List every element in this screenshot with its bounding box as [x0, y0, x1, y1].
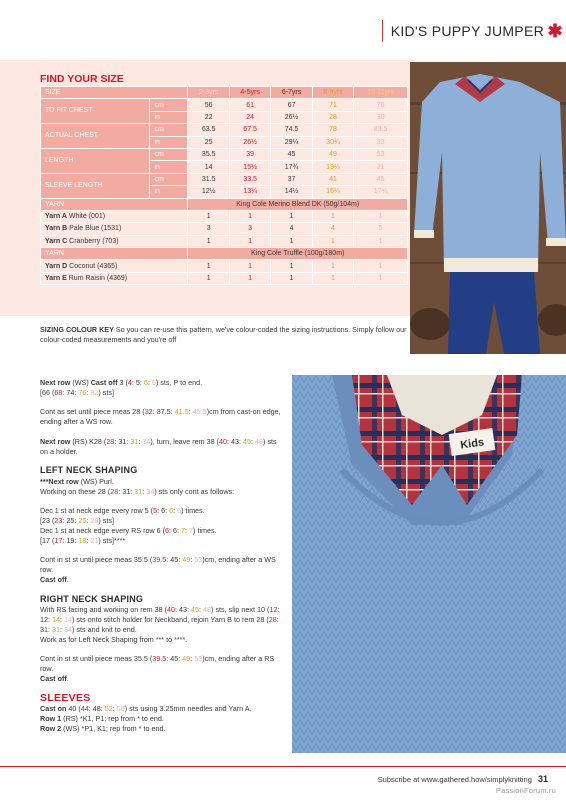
yarn-label: YARN: [41, 248, 188, 260]
pattern-line: [40, 378, 285, 388]
measure-row: [41, 99, 408, 111]
yarn-colour: White (001): [68, 213, 106, 221]
row-label: Next row: [40, 436, 71, 446]
measure-cell: 67: [271, 99, 312, 111]
size-values: [17 (17: 19: 18: 21) sts]: [40, 535, 114, 545]
row-label: Next row: [40, 378, 71, 387]
text-fragment: sts using 3.25mm needles and Yarn A.: [129, 704, 252, 714]
yarn-name: [41, 272, 188, 284]
measure-label: SLEEVE LENGTH: [41, 173, 150, 198]
yarn-qty: 1: [188, 210, 229, 222]
text-fragment: (RS) *K1, P1; rep from * to end.: [63, 714, 164, 724]
yarn-name: [41, 210, 188, 222]
measure-row: [41, 148, 408, 160]
yarn-brand: King Cole Merino Blend DK (50g/104m): [188, 198, 408, 210]
pattern-line: [40, 477, 285, 487]
text-fragment: sts and knit to end.: [76, 624, 137, 634]
yarn-qty: 1: [229, 260, 270, 272]
measure-cell: 45: [271, 148, 312, 160]
yarn-row: [41, 210, 408, 222]
text-fragment: sts on a holder.: [40, 436, 277, 456]
yarn-brand: King Cole Truffle (100g/180m): [188, 248, 408, 260]
left-neck-title: LEFT NECK SHAPING: [40, 465, 138, 476]
size-values: 10 (12: 12: 14: 14): [40, 605, 280, 625]
measure-cell: 17¾: [271, 161, 312, 173]
size-values: 28 (28: 31: 31: 34): [93, 436, 153, 446]
yarn-qty: 1: [188, 272, 229, 284]
yarn-row: [41, 223, 408, 235]
yarn-qty: 1: [312, 210, 353, 222]
text-fragment: (RS) K: [72, 436, 94, 446]
text-fragment: (WS) Purl.: [80, 476, 114, 486]
measure-cell: 35.5: [188, 148, 229, 160]
kids-label: Kids: [459, 436, 485, 452]
measure-cell: 22: [188, 111, 229, 123]
jumper-illustration: [410, 62, 566, 354]
unit-cell: in: [150, 111, 188, 123]
pattern-line: [40, 506, 285, 516]
measure-cell: 30¾: [312, 136, 353, 148]
text-fragment: Working on these: [40, 486, 96, 496]
text-fragment: Work as for Left Neck Shaping from *** to ****.: [40, 634, 188, 644]
text-fragment: (WS) *P1, K1; rep from * to end.: [63, 723, 166, 733]
measure-cell: 83.5: [354, 124, 408, 136]
size-col: 6-7yrs: [271, 87, 312, 99]
size-values: [66 (68: 74: 76: 82) sts]: [40, 387, 114, 397]
watermark: PassionForum.ru: [495, 786, 556, 795]
yarn-id: Yarn A: [45, 213, 67, 221]
measure-cell: 33: [354, 136, 408, 148]
measure-cell: 16¼: [312, 186, 353, 198]
yarn-id: Yarn C: [45, 237, 68, 245]
measure-label: ACTUAL CHEST: [41, 124, 150, 149]
size-values: 5 (5: 6: 6: 6): [144, 506, 184, 516]
cast-off-label: Cast off: [40, 574, 67, 584]
text-fragment: Dec 1 st at neck edge every RS row: [40, 525, 155, 535]
cast-off-label: Cast off: [40, 673, 67, 683]
yarn2-body: [41, 260, 408, 285]
measure-cell: 61: [229, 99, 270, 111]
size-values: 38 (40: 43: 45: 48): [154, 605, 214, 615]
measure-label: TO FIT CHEST: [41, 99, 150, 124]
yarn-row: [41, 235, 408, 247]
yarn-qty: 1: [271, 235, 312, 247]
measure-cell: 15½: [229, 161, 270, 173]
measure-cell: 21: [354, 161, 408, 173]
yarn-qty: 1: [188, 260, 229, 272]
pattern-line: [40, 526, 285, 536]
yarn-id: Yarn B: [45, 225, 68, 233]
star-icon: ✱: [547, 21, 563, 41]
text-fragment: times.: [197, 525, 217, 535]
yarn-id: Yarn E: [45, 275, 67, 283]
yarn-qty: 1: [312, 235, 353, 247]
closeup-illustration: [292, 375, 566, 753]
pattern-line: [40, 704, 285, 714]
measure-cell: 45: [354, 173, 408, 185]
measure-cell: 37: [271, 173, 312, 185]
size-values: 3 (4: 5: 6: 6): [119, 378, 159, 387]
measure-row: [41, 124, 408, 136]
size-values: 6 (6: 6: 7: 7): [156, 525, 196, 535]
row-label: ***Next row: [40, 476, 79, 486]
yarn-qty: 1: [188, 235, 229, 247]
yarn-qty: 5: [354, 223, 408, 235]
yarn-name: [41, 223, 188, 235]
measure-row: [41, 173, 408, 185]
yarn-qty: 1: [354, 260, 408, 272]
unit-cell: in: [150, 161, 188, 173]
measure-cell: 26½: [271, 111, 312, 123]
measure-label: LENGTH: [41, 148, 150, 173]
measure-cell: 63.5: [188, 124, 229, 136]
pattern-text: [40, 378, 285, 734]
text-fragment: sts only cont as follows:: [158, 486, 235, 496]
row-label: Row 1: [40, 714, 62, 724]
size-col: 2-3yrs: [188, 87, 229, 99]
measure-cell: 41: [312, 173, 353, 185]
yarn-qty: 4: [312, 223, 353, 235]
yarn-row: [41, 260, 408, 272]
yarn-qty: 1: [354, 210, 408, 222]
yarn-qty: 1: [271, 260, 312, 272]
page-number: 31: [537, 774, 548, 784]
size-values: 35.5 (39.5: 45: 49: 53): [133, 555, 205, 565]
measure-body: [41, 99, 408, 198]
yarn-qty: 4: [271, 223, 312, 235]
measure-cell: 74.5: [271, 124, 312, 136]
row-label: Row 2: [40, 723, 62, 733]
size-col: 8-9yrs: [312, 87, 353, 99]
right-neck-title: RIGHT NECK SHAPING: [40, 593, 144, 604]
size-table: [40, 86, 408, 285]
jumper-photo-top: [410, 62, 566, 354]
measure-cell: 71: [312, 99, 353, 111]
measure-cell: 12½: [188, 186, 229, 198]
text-fragment: sts, P to end.: [160, 378, 203, 387]
pattern-line: [40, 635, 285, 645]
yarn-qty: 1: [354, 272, 408, 284]
yarn-qty: 1: [312, 260, 353, 272]
pattern-line: [40, 487, 285, 497]
text-fragment: Cont as set until piece meas: [40, 407, 131, 417]
yarn-qty: 1: [229, 272, 270, 284]
pattern-line: [40, 407, 285, 427]
pattern-line: [40, 437, 285, 457]
measure-cell: 19¼: [312, 161, 353, 173]
yarn-colour: Cranberry (703): [69, 237, 119, 245]
unit-cell: in: [150, 186, 188, 198]
text-fragment: sts, slip next: [215, 605, 255, 615]
colour-key-text: So you can re-use this pattern, we've colour-coded the sizing instructions. Simply follow our colour-coded measurements and you're off: [40, 325, 407, 345]
subscribe-link[interactable]: Subscribe at www.gathered.how/simplyknitting: [377, 775, 532, 784]
measure-cell: 31.5: [188, 173, 229, 185]
size-col: 4-5yrs: [229, 87, 270, 99]
measure-cell: 78: [312, 124, 353, 136]
measure-cell: 14½: [271, 186, 312, 198]
unit-cell: in: [150, 136, 188, 148]
measure-cell: 39: [229, 148, 270, 160]
measure-cell: 30: [354, 111, 408, 123]
text-fragment: sts onto stitch holder for Neckband, rejoin Yarn B to rem: [76, 615, 255, 625]
cast-off-label: Cast off: [90, 378, 118, 387]
unit-cell: cm: [150, 124, 188, 136]
measure-cell: 76: [354, 99, 408, 111]
sleeves-title: SLEEVES: [40, 691, 91, 704]
size-values: 35.5 (39.5: 45: 49: 53): [133, 654, 205, 664]
colour-key: [40, 325, 410, 346]
measure-cell: 33.5: [229, 173, 270, 185]
yarn-header-row: [41, 248, 408, 260]
yarn-qty: 3: [188, 223, 229, 235]
pattern-line: [40, 536, 285, 546]
text-fragment: cm, ending after a WS row.: [40, 555, 276, 575]
yarn-colour: Pale Blue (1531): [69, 225, 122, 233]
yarn-qty: 1: [229, 235, 270, 247]
yarn-qty: 1: [271, 272, 312, 284]
size-header-row: [41, 87, 408, 99]
yarn-qty: 1: [271, 210, 312, 222]
measure-cell: 13¼: [229, 186, 270, 198]
pattern-line: [40, 516, 285, 526]
measure-cell: 56: [188, 99, 229, 111]
unit-cell: cm: [150, 99, 188, 111]
text-fragment: , turn, leave rem: [152, 436, 205, 446]
yarn-row: [41, 272, 408, 284]
page-header: [382, 20, 566, 42]
size-col: 10-11yrs: [354, 87, 408, 99]
size-values: 40 (44: 48: 52: 56): [68, 704, 128, 714]
row-side: (WS): [72, 378, 89, 387]
pattern-line: [40, 388, 285, 398]
size-values: 38 (40: 43: 45: 48): [206, 436, 266, 446]
yarn-header-row: [41, 198, 408, 210]
measure-cell: 28: [312, 111, 353, 123]
measure-cell: 67.5: [229, 124, 270, 136]
size-values: [23 (23: 25: 25: 28) sts]: [40, 516, 114, 526]
text-fragment: cm from cast-on edge, ending after a WS row.: [40, 407, 281, 427]
text-fragment: With RS facing and working on rem: [40, 605, 153, 615]
pattern-line: Cast off.: [40, 673, 69, 683]
pattern-line: [40, 714, 285, 724]
footer-rule: [0, 766, 566, 767]
pattern-line: [40, 724, 285, 734]
yarn-qty: 1: [312, 272, 353, 284]
text-fragment: cm, ending after a RS row.: [40, 654, 275, 674]
measure-cell: 49: [312, 148, 353, 160]
measure-cell: 53: [354, 148, 408, 160]
jumper-photo-closeup: [292, 375, 566, 753]
yarn-label: YARN: [41, 198, 188, 210]
measure-cell: 17¾: [354, 186, 408, 198]
footer: [378, 774, 548, 784]
size-values: 28 (28: 31: 31: 34): [97, 486, 157, 496]
unit-cell: cm: [150, 148, 188, 160]
pattern-line: [40, 555, 285, 575]
measure-cell: 14: [188, 161, 229, 173]
measure-cell: 24: [229, 111, 270, 123]
yarn-name: [41, 260, 188, 272]
pattern-line: [40, 654, 285, 674]
text-fragment: ****: [113, 535, 126, 545]
measure-cell: 26½: [229, 136, 270, 148]
unit-cell: cm: [150, 173, 188, 185]
yarn-colour: Rum Raisin (4369): [68, 275, 128, 283]
pattern-line: [40, 605, 285, 634]
measure-cell: 25: [188, 136, 229, 148]
yarn-qty: 1: [354, 235, 408, 247]
text-fragment: Dec 1 st at neck edge every row: [40, 506, 143, 516]
text-fragment: times.: [185, 506, 205, 516]
yarn1-body: [41, 210, 408, 247]
yarn-id: Yarn D: [45, 262, 68, 270]
text-fragment: Cont in st st until piece meas: [40, 555, 132, 565]
text-fragment: Cont in st st until piece meas: [40, 654, 132, 664]
yarn-name: [41, 235, 188, 247]
pattern-line: Cast off.: [40, 574, 69, 584]
size-values: 28 (28: 31: 31: 34): [40, 615, 279, 634]
yarn-qty: 1: [229, 210, 270, 222]
yarn-colour: Coconut (4365): [69, 262, 118, 270]
measure-cell: 29¼: [271, 136, 312, 148]
find-size-title: FIND YOUR SIZE: [40, 73, 124, 85]
colour-key-label: SIZING COLOUR KEY: [40, 325, 114, 334]
size-values: 28 (32: 37.5: 41.5: 45.5): [132, 407, 210, 417]
yarn-qty: 3: [229, 223, 270, 235]
header-title: KID'S PUPPY JUMPER: [382, 20, 544, 42]
cast-on-label: Cast on: [40, 704, 67, 714]
size-label: SIZE: [41, 87, 188, 99]
